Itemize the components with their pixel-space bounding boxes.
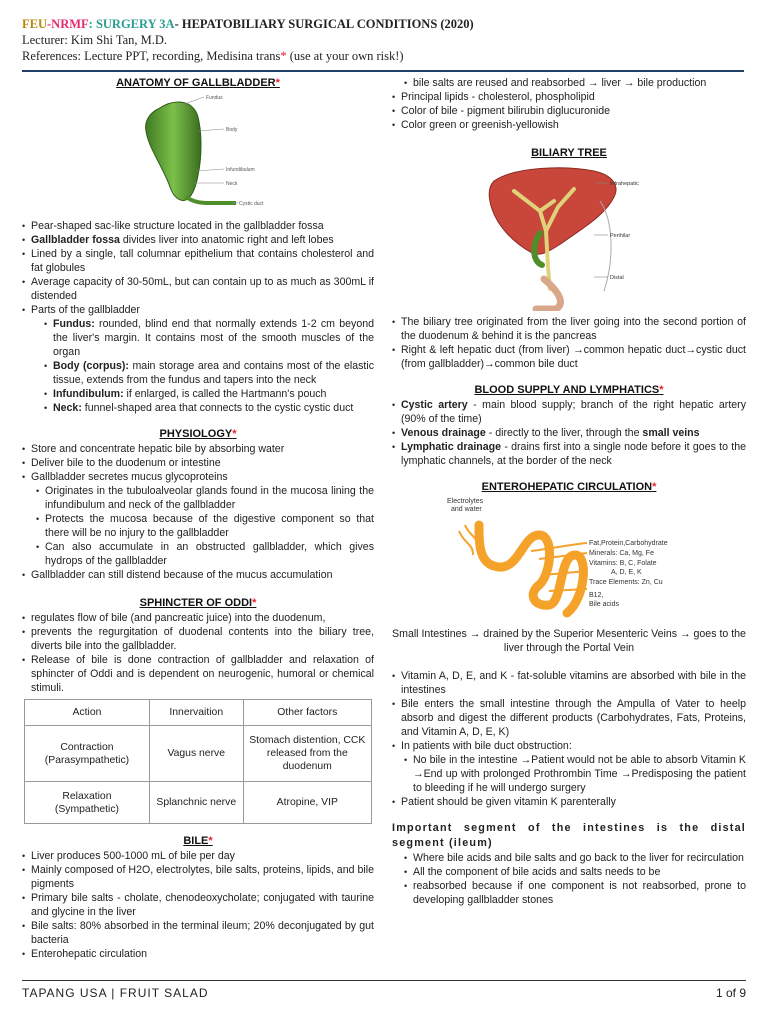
bullet-text: Pear-shaped sac-like structure located in the gallbladder fossa xyxy=(31,220,324,232)
enterohepatic-caption: Small Intestines → drained by the Superior Mesenteric Veins → goes to the liver through the Portal Vein xyxy=(392,628,746,654)
fig-label-electrolytes: Electrolytes xyxy=(447,498,484,505)
oddi-heading-text: SPHINCTER OF ODDI xyxy=(139,597,253,609)
oddi-table xyxy=(24,699,372,824)
bile-sub-list xyxy=(404,76,746,90)
bullet-text: divides liver into anatomic right and left lobes xyxy=(119,234,334,246)
blood-heading-text: BLOOD SUPPLY AND LYMPHATICS xyxy=(474,384,660,396)
item-text: - drains first into a single node before it goes to the lymphatic channels, at the border of the neck xyxy=(401,441,746,467)
list-item xyxy=(44,317,374,359)
table-row xyxy=(25,782,372,824)
enterohepatic-list-end xyxy=(392,795,746,809)
blood-supply-heading xyxy=(392,383,746,398)
list-item: • regulates flow of bile (and pancreatic juice) into the duodenum, xyxy=(22,611,374,625)
bile-list xyxy=(22,849,374,961)
table-cell: Splanchnic nerve xyxy=(149,782,243,824)
header-divider xyxy=(22,70,744,72)
biliary-tree-figure xyxy=(484,161,654,311)
important-segment-list xyxy=(404,851,746,907)
list-item: • Gallbladder can still distend because of the mucus accumulation xyxy=(22,568,374,582)
document-title xyxy=(22,16,752,32)
list-item xyxy=(22,247,374,275)
fig-label-cystic-duct: Cystic duct xyxy=(239,201,264,207)
title-code-surgery: : SURGERY 3A xyxy=(88,17,175,31)
list-item: • prevents the regurgitation of duodenal contents into the biliary tree, diverts bile into the gallbladder. xyxy=(22,625,374,653)
anatomy-heading xyxy=(22,76,374,91)
part-lead: Infundibulum: xyxy=(53,388,124,400)
anatomy-list xyxy=(22,219,374,317)
part-lead: Body (corpus): xyxy=(53,360,129,372)
item-tail-bold: small veins xyxy=(642,427,700,439)
item-text: - main blood supply; branch of the right hepatic artery (90% of the time) xyxy=(401,399,746,425)
bullet-text: Average capacity of 30-50mL, but can contain up to as much as 300mL if distended xyxy=(31,276,374,302)
bullet-lead: Gallbladder fossa xyxy=(31,234,120,246)
oddi-star: * xyxy=(252,597,257,609)
list-item: • Release of bile is done contraction of gallbladder and relaxation of sphincter of Oddi and is dependent on neurogenic, humoral or chemical stimuli. xyxy=(22,653,374,695)
important-segment-note: Important segment of the intestines is the distal segment (ileum) xyxy=(392,822,746,849)
part-lead: Fundus: xyxy=(53,318,95,330)
fig-label-intrahepatic: Intrahepatic xyxy=(610,181,639,187)
entero-heading-text: ENTEROHEPATIC CIRCULATION xyxy=(481,481,653,493)
biliary-tree-list xyxy=(392,315,746,371)
table-header-cell: Action xyxy=(25,700,150,726)
page-number: 1 of 9 xyxy=(715,986,746,1000)
entero-star: * xyxy=(652,481,657,493)
fig-label-neck: Neck xyxy=(226,181,238,187)
blood-supply-list xyxy=(392,398,746,468)
left-column xyxy=(22,76,374,961)
list-item: • Patient should be given vitamin K parenterally xyxy=(392,795,746,809)
page-header xyxy=(22,16,752,64)
bullet-text: Parts of the gallbladder xyxy=(31,304,140,316)
table-header-cell: Other factors xyxy=(243,700,371,726)
page-footer xyxy=(22,986,746,1006)
oddi-heading xyxy=(22,596,374,611)
list-item: • Color green or greenish-yellowish xyxy=(392,118,746,132)
list-item: • Store and concentrate hepatic bile by absorbing water xyxy=(22,442,374,456)
list-item: • Bile salts: 80% absorbed in the terminal ileum; 20% deconjugated by gut bacteria xyxy=(22,919,374,947)
biliary-tree-heading: BILIARY TREE xyxy=(531,147,607,159)
enterohepatic-list xyxy=(392,669,746,753)
references-tail: (use at your own risk!) xyxy=(286,49,404,63)
fig-label-trace-elements: Trace Elements: Zn, Cu xyxy=(589,579,663,586)
table-cell: Contraction (Parasympathetic) xyxy=(25,726,150,782)
list-item: • Right & left hepatic duct (from liver) →common hepatic duct→cystic duct (from gallbladder)→common bile duct xyxy=(392,343,746,371)
fig-label-vitamins: Vitamins: B, C, Folate xyxy=(589,560,657,567)
references-star: * xyxy=(280,49,287,63)
item-lead: Venous drainage xyxy=(401,427,486,439)
list-item xyxy=(44,359,374,387)
fig-label-vitamins-adek: A, D, E, K xyxy=(611,569,642,576)
list-item: • Bile enters the small intestine through the Ampulla of Vater to heelp absorb and digest the different products (Carbohydrates, Fats, Proteins, and Vitamin A, D, E, K) xyxy=(392,697,746,739)
fig-label-and-water: and water xyxy=(451,506,482,513)
enterohepatic-sub-list xyxy=(404,753,746,795)
enterohepatic-heading xyxy=(392,480,746,495)
list-item: • Where bile acids and bile salts and go back to the liver for recirculation xyxy=(404,851,746,865)
fig-label-fundus: Fundus xyxy=(206,95,223,101)
fig-label-minerals: Minerals: Ca, Mg, Fe xyxy=(589,550,654,557)
enterohepatic-figure xyxy=(439,495,699,621)
list-item xyxy=(392,426,746,440)
list-item: • In patients with bile duct obstruction: xyxy=(392,739,746,753)
bile-heading xyxy=(22,834,374,849)
fig-label-macronutrients: Fat,Protein,Carbohydrate xyxy=(589,540,668,547)
list-item: • All the component of bile acids and salts needs to be xyxy=(404,865,746,879)
part-text: main storage area and contains most of the elastic tissue, extends from the fundus and tapers into the neck xyxy=(53,360,374,386)
list-item xyxy=(392,440,746,468)
fig-label-infundibulum: Infundibulum xyxy=(226,167,255,173)
list-item: • Mainly composed of H2O, electrolytes, bile salts, proteins, lipids, and bile pigments xyxy=(22,863,374,891)
footer-divider xyxy=(22,980,746,981)
anatomy-star: * xyxy=(275,77,280,89)
physiology-sub-list xyxy=(36,484,374,568)
table-cell: Stomach distention, CCK released from the duodenum xyxy=(243,726,371,782)
fig-label-bile-acids: Bile acids xyxy=(589,601,619,608)
list-item xyxy=(392,398,746,426)
list-item: • The biliary tree originated from the liver going into the second portion of the duodenum & behind it is the pancreas xyxy=(392,315,746,343)
blood-star: * xyxy=(659,384,664,396)
list-item: • Primary bile salts - cholate, chenodeoxycholate; conjugated with taurine and glycine in the liver xyxy=(22,891,374,919)
list-item xyxy=(44,401,374,415)
bile-star: * xyxy=(208,835,213,847)
table-cell: Relaxation (Sympathetic) xyxy=(25,782,150,824)
physiology-heading-text: PHYSIOLOGY xyxy=(159,428,233,440)
list-item: • Enterohepatic circulation xyxy=(22,947,374,961)
lecturer-line: Lecturer: Kim Shi Tan, M.D. xyxy=(22,33,168,47)
item-text: - directly to the liver, through the xyxy=(485,427,643,439)
table-cell: Atropine, VIP xyxy=(243,782,371,824)
list-item: • Protects the mucosa because of the digestive component so that there will be no injury to the gallbladder xyxy=(36,512,374,540)
list-item xyxy=(22,303,374,317)
title-code-feu: FEU xyxy=(22,17,47,31)
part-lead: Neck: xyxy=(53,402,82,414)
fig-label-distal: Distal xyxy=(610,275,624,281)
list-item xyxy=(44,387,374,401)
list-item: • bile salts are reused and reabsorbed → liver → bile production xyxy=(404,76,746,90)
anatomy-heading-text: ANATOMY OF GALLBLADDER xyxy=(116,77,276,89)
table-cell: Vagus nerve xyxy=(149,726,243,782)
part-text: rounded, blind end that normally extends 1-2 cm beyond the liver's margin. It contains most of the smooth muscles of the organ xyxy=(53,318,374,358)
table-row xyxy=(25,726,372,782)
fig-label-body: Body xyxy=(226,127,238,133)
references-text: References: Lecture PPT, recording, Medisina trans xyxy=(22,49,281,63)
list-item xyxy=(22,233,374,247)
references-line xyxy=(22,48,752,64)
fig-label-b12: B12, xyxy=(589,592,604,599)
list-item: • Gallbladder secretes mucus glycoproteins xyxy=(22,470,374,484)
physiology-list xyxy=(22,442,374,484)
list-item: • Principal lipids - cholesterol, phospholipid xyxy=(392,90,746,104)
physiology-heading xyxy=(22,427,374,442)
list-item: • Originates in the tubuloalveolar glands found in the mucosa lining the infundibulum and neck of the gallbladder xyxy=(36,484,374,512)
list-item xyxy=(22,219,374,233)
bile-heading-text: BILE xyxy=(183,835,209,847)
table-header-cell: Innervaition xyxy=(149,700,243,726)
list-item: • No bile in the intestine →Patient would not be able to absorb Vitamin K →End up with prolonged Prothrombin Time →Predisposing the patient to bleeding if he will undergo surgery xyxy=(404,753,746,795)
title-code-nrmf: -NRMF xyxy=(47,17,89,31)
list-item: • Deliver bile to the duodenum or intestine xyxy=(22,456,374,470)
gallbladder-parts-list xyxy=(44,317,374,415)
title-text: - HEPATOBILIARY SURGICAL CONDITIONS (2020) xyxy=(174,17,474,31)
list-item xyxy=(22,275,374,303)
gallbladder-figure xyxy=(128,91,268,219)
list-item: • Liver produces 500-1000 mL of bile per day xyxy=(22,849,374,863)
item-lead: Cystic artery xyxy=(401,399,468,411)
fig-label-perihilar: Perihilar xyxy=(610,233,631,239)
part-text: funnel-shaped area that connects to the cystic cystic duct xyxy=(81,402,354,414)
bile-list-cont xyxy=(392,90,746,132)
list-item: • Can also accumulate in an obstructed gallbladder, which gives hydrops of the gallbladder xyxy=(36,540,374,568)
part-text: if enlarged, is called the Hartmann's pouch xyxy=(123,388,327,400)
item-lead: Lymphatic drainage xyxy=(401,441,502,453)
physiology-star: * xyxy=(232,428,237,440)
list-item: • Vitamin A, D, E, and K - fat-soluble vitamins are absorbed with bile in the intestines xyxy=(392,669,746,697)
oddi-list xyxy=(22,611,374,695)
right-column xyxy=(392,76,746,907)
list-item: • Color of bile - pigment bilirubin diglucuronide xyxy=(392,104,746,118)
table-header-row xyxy=(25,700,372,726)
footer-brand: TAPANG USA | FRUIT SALAD xyxy=(22,986,209,1000)
physiology-list-end xyxy=(22,568,374,582)
bullet-text: Lined by a single, tall columnar epithelium that contains cholesterol and fat globules xyxy=(31,248,374,274)
list-item: • reabsorbed because if one component is not reabsorbed, prone to developing gallbladder stones xyxy=(404,879,746,907)
